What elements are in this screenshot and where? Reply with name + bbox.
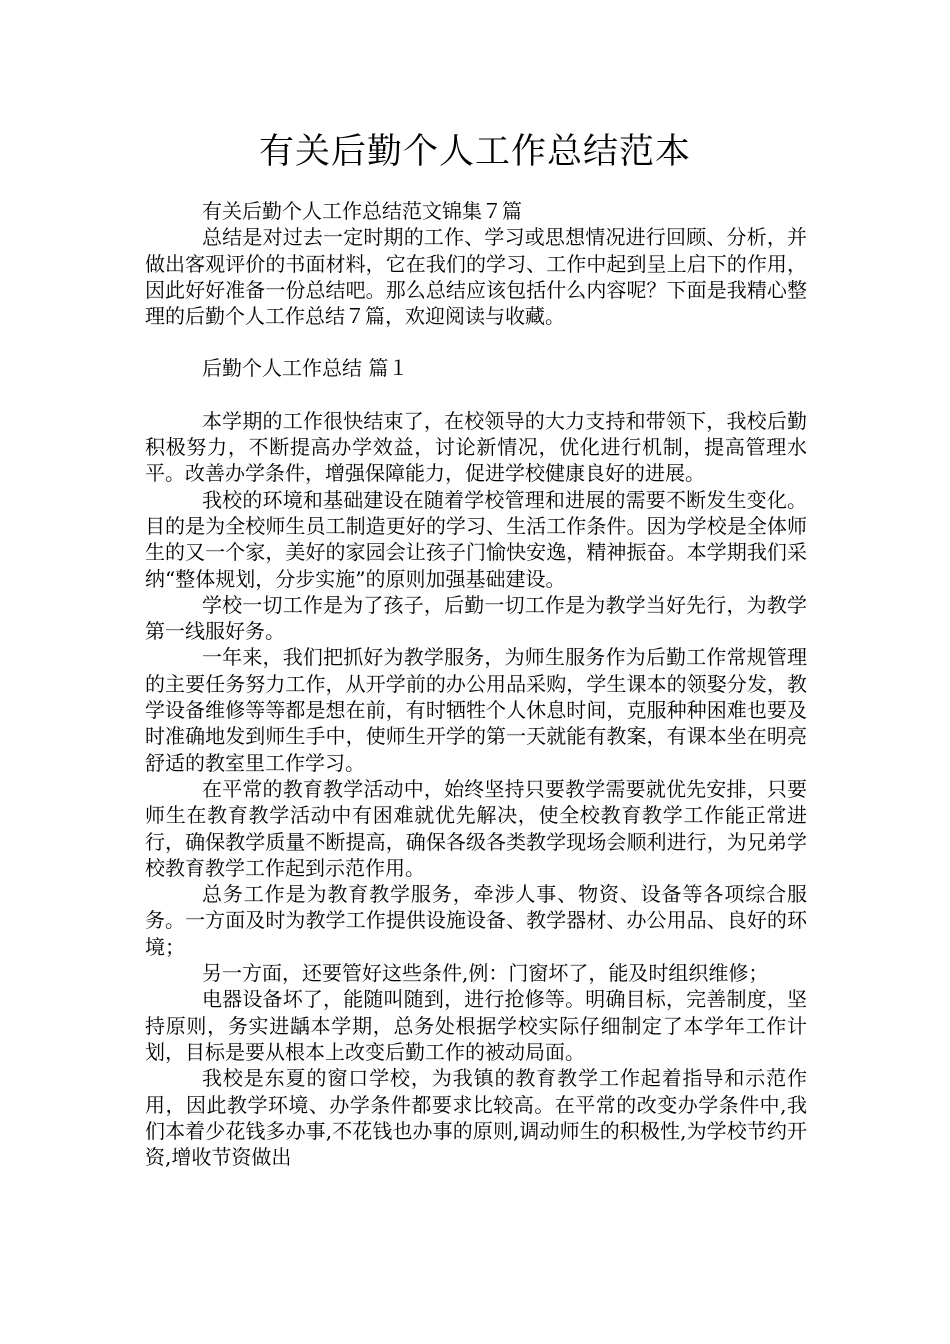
body-paragraph: 另一方面，还要管好这些条件,例：门窗坏了，能及时组织维修； (202, 961, 769, 986)
body-paragraph: 本学期的工作很快结束了，在校领导的大力支持和带领下，我校后勤积极努力，不断提高办学效益，讨论新情况，优化进行机制，提高管理水平。改善办学条件，增强保障能力，促进学校健康良好的进展。 (145, 408, 807, 486)
document-title: 有关后勤个人工作总结范本 (258, 132, 691, 172)
section-heading: 后勤个人工作总结 篇１ (202, 356, 409, 381)
body-paragraph: 我校是东夏的窗口学校，为我镇的教育教学工作起着指导和示范作用，因此教学环境、办学条件都要求比较高。在平常的改变办学条件中,我们本着少花钱多办事,不花钱也办事的原则,调动师生的积极性,为学校节约开资,增收节资做出 (145, 1066, 807, 1170)
document-body (145, 198, 807, 1170)
body-paragraph: 一年来，我们把抓好为教学服务，为师生服务作为后勤工作常规管理的主要任务努力工作，从开学前的办公用品采购，学生课本的领娶分发，教学设备维修等等都是想在前，有时牺牲个人休息时间，克服种种困难也要及时准确地发到师生手中，使师生开学的第一天就能有教案，有课本坐在明亮舒适的教室里工作学习。 (145, 645, 807, 775)
body-paragraph: 在平常的教育教学活动中，始终坚持只要教学需要就优先安排，只要师生在教育教学活动中有困难就优先解决，使全校教育教学工作能正常进行，确保教学质量不断提高，确保各级各类教学现场会顺利进行，为兄弟学校教育教学工作起到示范作用。 (145, 776, 807, 880)
intro-paragraph: 总结是对过去一定时期的工作、学习或思想情况进行回顾、分析，并做出客观评价的书面材料，它在我们的学习、工作中起到呈上启下的作用，因此好好准备一份总结吧。那么总结应该包括什么内容呢？下面是我精心整理的后勤个人工作总结７篇，欢迎阅读与收藏。 (145, 225, 807, 329)
body-paragraph: 学校一切工作是为了孩子，后勤一切工作是为教学当好先行，为教学第一线服好务。 (145, 592, 807, 644)
body-paragraph: 总务工作是为教育教学服务，牵涉人事、物资、设备等各项综合服务。一方面及时为教学工作提供设施设备、教学器材、办公用品、良好的环境； (145, 882, 807, 959)
body-paragraph: 电器设备坏了，能随叫随到，进行抢修等。明确目标，完善制度，坚持原则，务实进龋本学期，总务处根据学校实际仔细制定了本学年工作计划，目标是要从根本上改变后勤工作的被动局面。 (145, 987, 807, 1064)
document-subtitle: 有关后勤个人工作总结范文锦集７篇 (202, 199, 522, 223)
body-paragraph: 我校的环境和基础建设在随着学校管理和进展的需要不断发生变化。目的是为全校师生员工制造更好的学习、生活工作条件。因为学校是全体师生的又一个家，美好的家园会让孩子门愉快安逸，精神振奋。本学期我们采纳“整体规划，分步实施”的原则加强基础建设。 (145, 487, 807, 591)
